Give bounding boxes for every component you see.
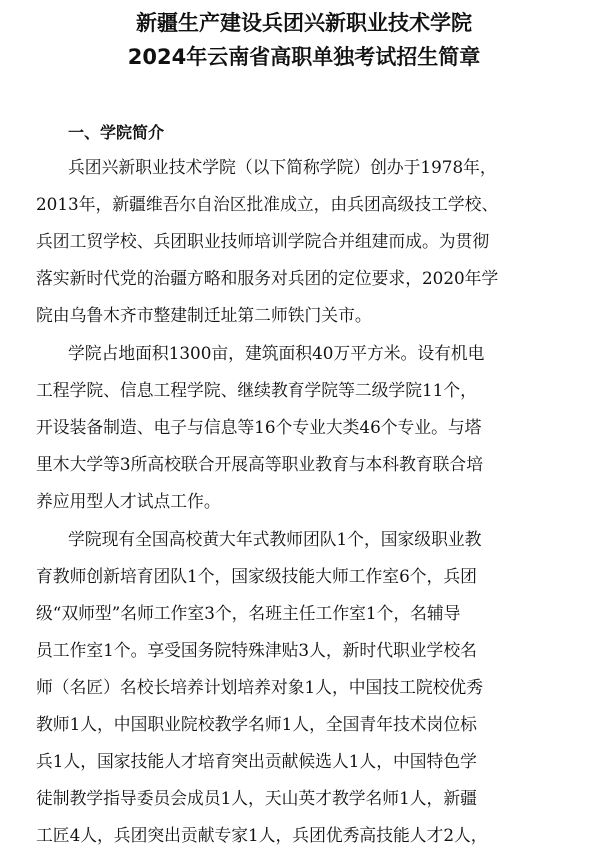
paragraph-line: 师（名匠）名校长培养计划培养对象1人，中国技工院校优秀 xyxy=(36,677,483,697)
paragraph-line: 工匠4人，兵团突出贡献专家1人，兵团优秀高技能人才2人， xyxy=(36,825,488,845)
paragraph-line: 学院占地面积1300亩，建筑面积40万平方米。设有机电 xyxy=(68,343,485,363)
paragraph-line: 学院现有全国高校黄大年式教师团队1个，国家级职业教 xyxy=(68,529,482,549)
paragraph-line: 开设装备制造、电子与信息等16个专业大类46个专业。与塔 xyxy=(36,417,482,437)
paragraph-line: 员工作室1个。享受国务院特殊津贴3人，新时代职业学校名 xyxy=(36,640,477,660)
document-title-line1: 新疆生产建设兵团兴新职业技术学院 xyxy=(136,11,472,35)
paragraph-line: 工程学院、信息工程学院、继续教育学院等二级学院11个， xyxy=(36,380,477,400)
paragraph-line: 2013年，新疆维吾尔自治区批准成立，由兵团高级技工学校、 xyxy=(36,194,499,214)
paragraph-line: 养应用型人才试点工作。 xyxy=(36,491,221,511)
paragraph-line: 落实新时代党的治疆方略和服务对兵团的定位要求，2020年学 xyxy=(36,268,499,288)
paragraph-line: 兵1人，国家技能人才培育突出贡献候选人1人，中国特色学 xyxy=(36,751,477,771)
paragraph-line: 兵团兴新职业技术学院（以下简称学院）创办于1978年， xyxy=(68,157,497,177)
paragraph-line: 兵团工贸学校、兵团职业技师培训学院合并组建而成。为贯彻 xyxy=(36,231,490,251)
paragraph-line: 育教师创新培育团队1个，国家级技能大师工作室6个，兵团 xyxy=(36,566,477,586)
paragraph-line: 级“双师型”名师工作室3个，名班主任工作室1个，名辅导 xyxy=(36,603,461,623)
paragraph-line: 徒制教学指导委员会成员1人，天山英才教学名师1人，新疆 xyxy=(36,788,477,808)
paragraph-line: 院由乌鲁木齐市整建制迁址第二师铁门关市。 xyxy=(36,305,372,325)
paragraph-line: 教师1人，中国职业院校教学名师1人，全国青年技术岗位标 xyxy=(36,714,477,734)
paragraph-line: 里木大学等3所高校联合开展高等职业教育与本科教育联合培 xyxy=(36,454,483,474)
section-heading-college-intro: 一、学院简介 xyxy=(68,123,165,142)
document-title-line2: 2024年云南省高职单独考试招生简章 xyxy=(127,45,481,69)
